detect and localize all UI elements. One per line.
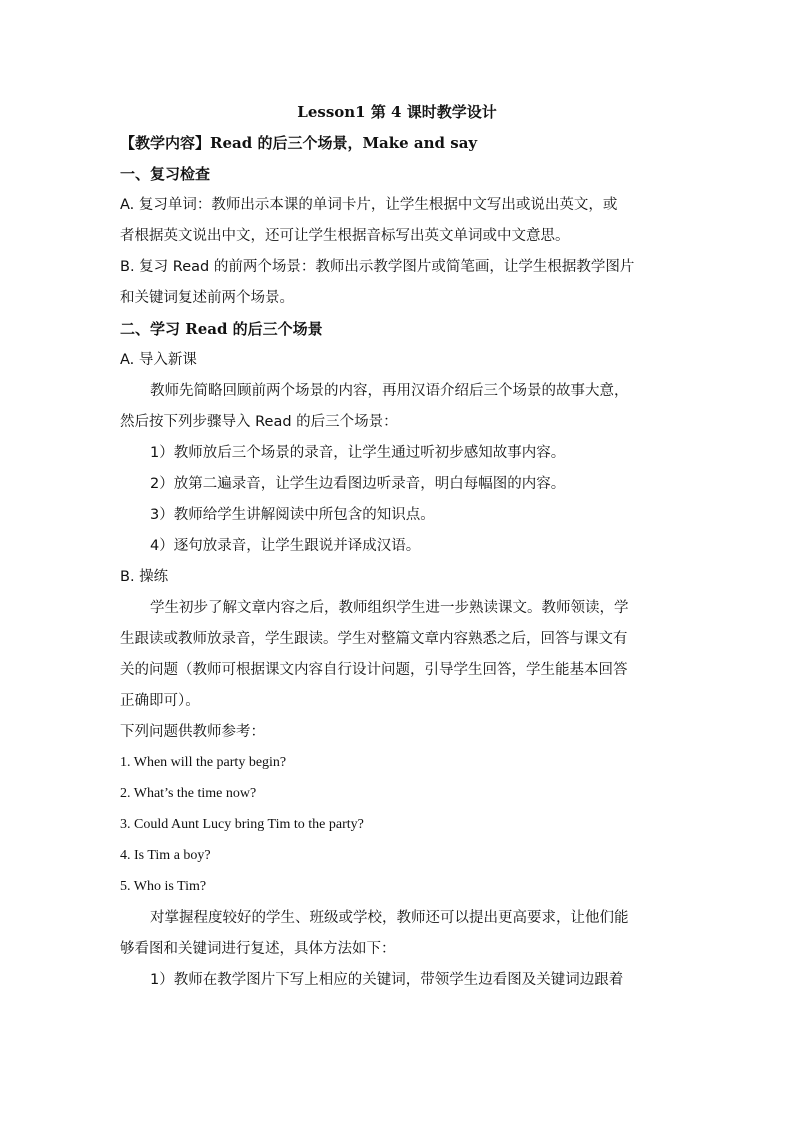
question-item: 5. Who is Tim? (120, 879, 207, 894)
extra-step-1: 1）教师在教学图片下写上相应的关键词，带领学生边看图及关键词边跟着 (150, 972, 624, 988)
section2-a-heading: A. 导入新课 (120, 352, 197, 368)
question-item: 1. When will the party begin? (120, 755, 287, 770)
section2-heading: 二、学习 Read 的后三个场景 (120, 320, 323, 338)
section2-b-para-line4: 正确即可）。 (120, 693, 200, 709)
question-item: 4. Is Tim a boy? (120, 848, 211, 863)
document-title: Lesson1 第 4 课时教学设计 (297, 103, 497, 121)
section2-b-heading: B. 操练 (120, 569, 169, 585)
question-item: 2. What’s the time now? (120, 786, 257, 801)
section1-b-line2: 和关键词复述前两个场景。 (120, 290, 294, 306)
section1-a-line1: A. 复习单词：教师出示本课的单词卡片，让学生根据中文写出或说出英文，或 (120, 197, 618, 213)
step-2: 2）放第二遍录音，让学生边看图边听录音，明白每幅图的内容。 (150, 476, 566, 492)
step-1: 1）教师放后三个场景的录音，让学生通过听初步感知故事内容。 (150, 445, 566, 461)
section2-b-para-line3: 关的问题（教师可根据课文内容自行设计问题，引导学生回答，学生能基本回答 (120, 662, 628, 678)
section2-a-para-line1: 教师先简略回顾前两个场景的内容，再用汉语介绍后三个场景的故事大意， (150, 383, 629, 399)
questions-intro: 下列问题供教师参考： (120, 724, 265, 740)
extra-para-line1: 对掌握程度较好的学生、班级或学校，教师还可以提出更高要求，让他们能 (150, 910, 629, 926)
step-4: 4）逐句放录音，让学生跟说并译成汉语。 (150, 538, 421, 554)
section1-a-line2: 者根据英文说出中文，还可让学生根据音标写出英文单词或中文意思。 (120, 228, 570, 244)
section1-b-line1: B. 复习 Read 的前两个场景：教师出示教学图片或简笔画，让学生根据教学图片 (120, 259, 635, 275)
section2-b-para-line1: 学生初步了解文章内容之后，教师组织学生进一步熟读课文。教师领读，学 (150, 600, 629, 616)
section1-heading: 一、复习检查 (120, 165, 211, 183)
section2-a-para-line2: 然后按下列步骤导入 Read 的后三个场景： (120, 414, 398, 430)
question-item: 3. Could Aunt Lucy bring Tim to the party? (120, 817, 364, 832)
section2-b-para-line2: 生跟读或教师放录音，学生跟读。学生对整篇文章内容熟悉之后，回答与课文有 (120, 631, 628, 647)
extra-para-line2: 够看图和关键词进行复述，具体方法如下： (120, 941, 396, 957)
step-3: 3）教师给学生讲解阅读中所包含的知识点。 (150, 507, 435, 523)
content-heading: 【教学内容】Read 的后三个场景，Make and say (120, 134, 478, 152)
